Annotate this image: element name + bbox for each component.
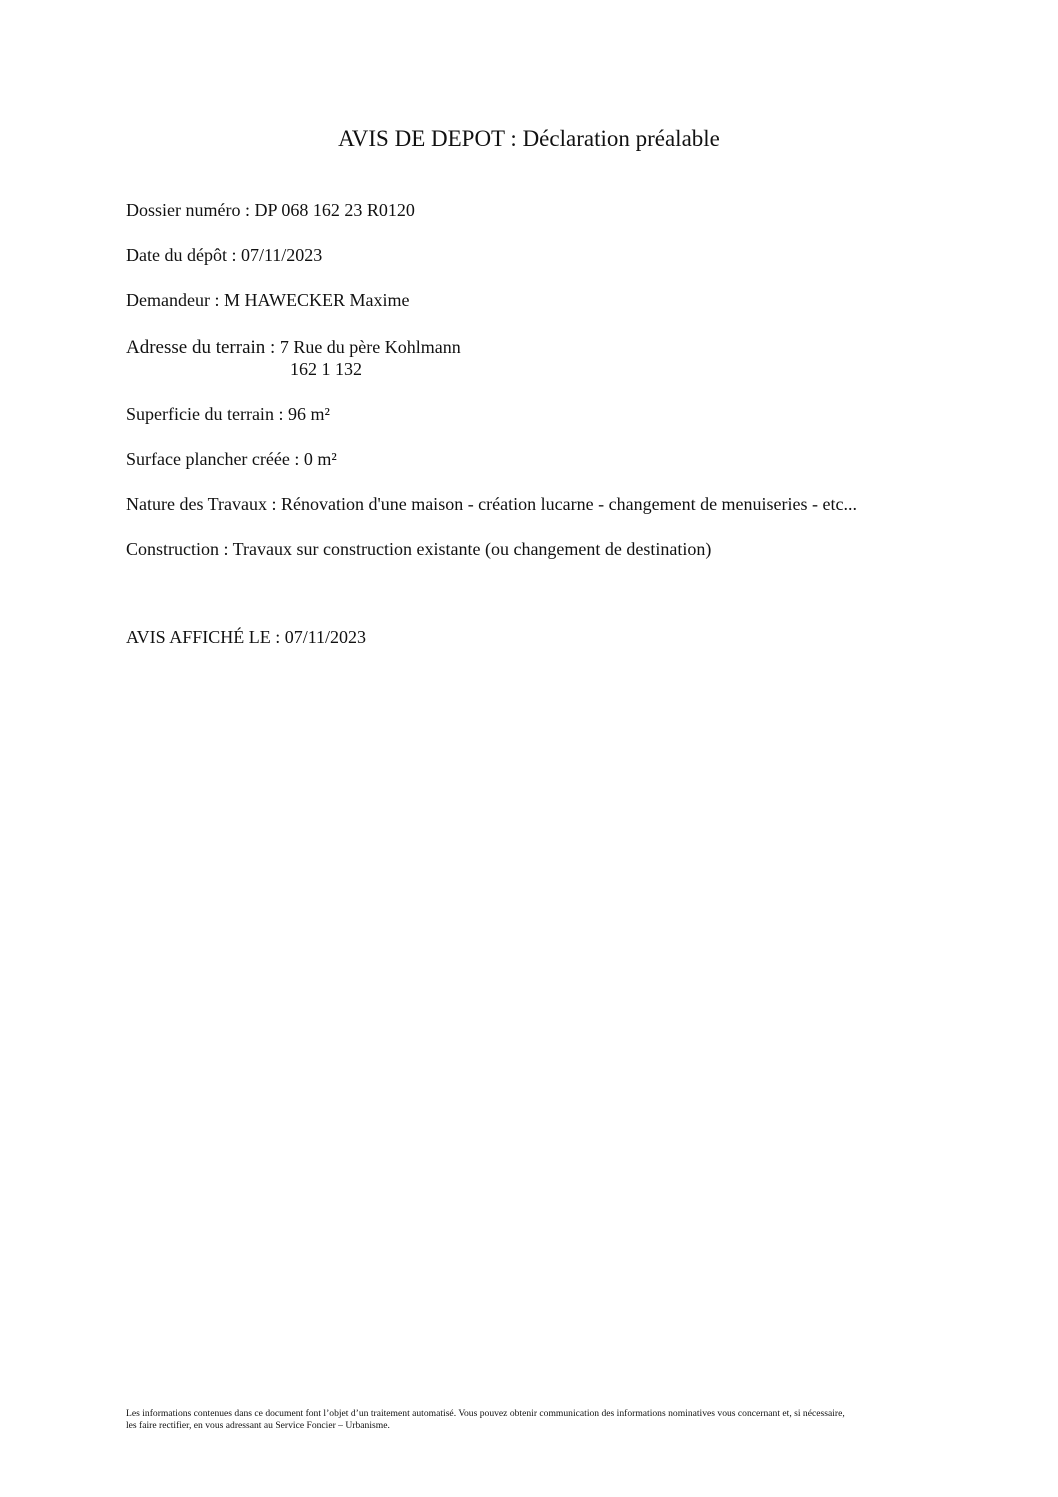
footer-line-1: Les informations contenues dans ce document font l’objet d’un traitement automatisé. Vous pouvez obtenir communication des informations nominatives vous concernant et, si nécessaire, xyxy=(126,1408,845,1419)
address-label: Adresse du terrain : xyxy=(126,337,276,358)
applicant: Demandeur : M HAWECKER Maxime xyxy=(126,290,410,310)
address-line-2: 162 1 132 xyxy=(290,359,362,379)
address-row xyxy=(126,336,461,359)
works-nature: Nature des Travaux : Rénovation d'une maison - création lucarne - changement de menuiseries - etc... xyxy=(126,494,858,514)
footer-notice xyxy=(126,1408,936,1432)
land-area: Superficie du terrain : 96 m² xyxy=(126,404,330,424)
footer-line-2: les faire rectifier, en vous adressant au Service Foncier – Urbanisme. xyxy=(126,1420,390,1431)
notice-posted-date: AVIS AFFICHÉ LE : 07/11/2023 xyxy=(126,627,367,647)
address-line-1: 7 Rue du père Kohlmann xyxy=(279,337,461,357)
floor-area-created: Surface plancher créée : 0 m² xyxy=(126,449,337,469)
deposit-date: Date du dépôt : 07/11/2023 xyxy=(126,245,323,265)
page-title: AVIS DE DEPOT : Déclaration préalable xyxy=(338,126,720,151)
construction-type: Construction : Travaux sur construction existante (ou changement de destination) xyxy=(126,539,712,559)
dossier-number: Dossier numéro : DP 068 162 23 R0120 xyxy=(126,200,415,220)
